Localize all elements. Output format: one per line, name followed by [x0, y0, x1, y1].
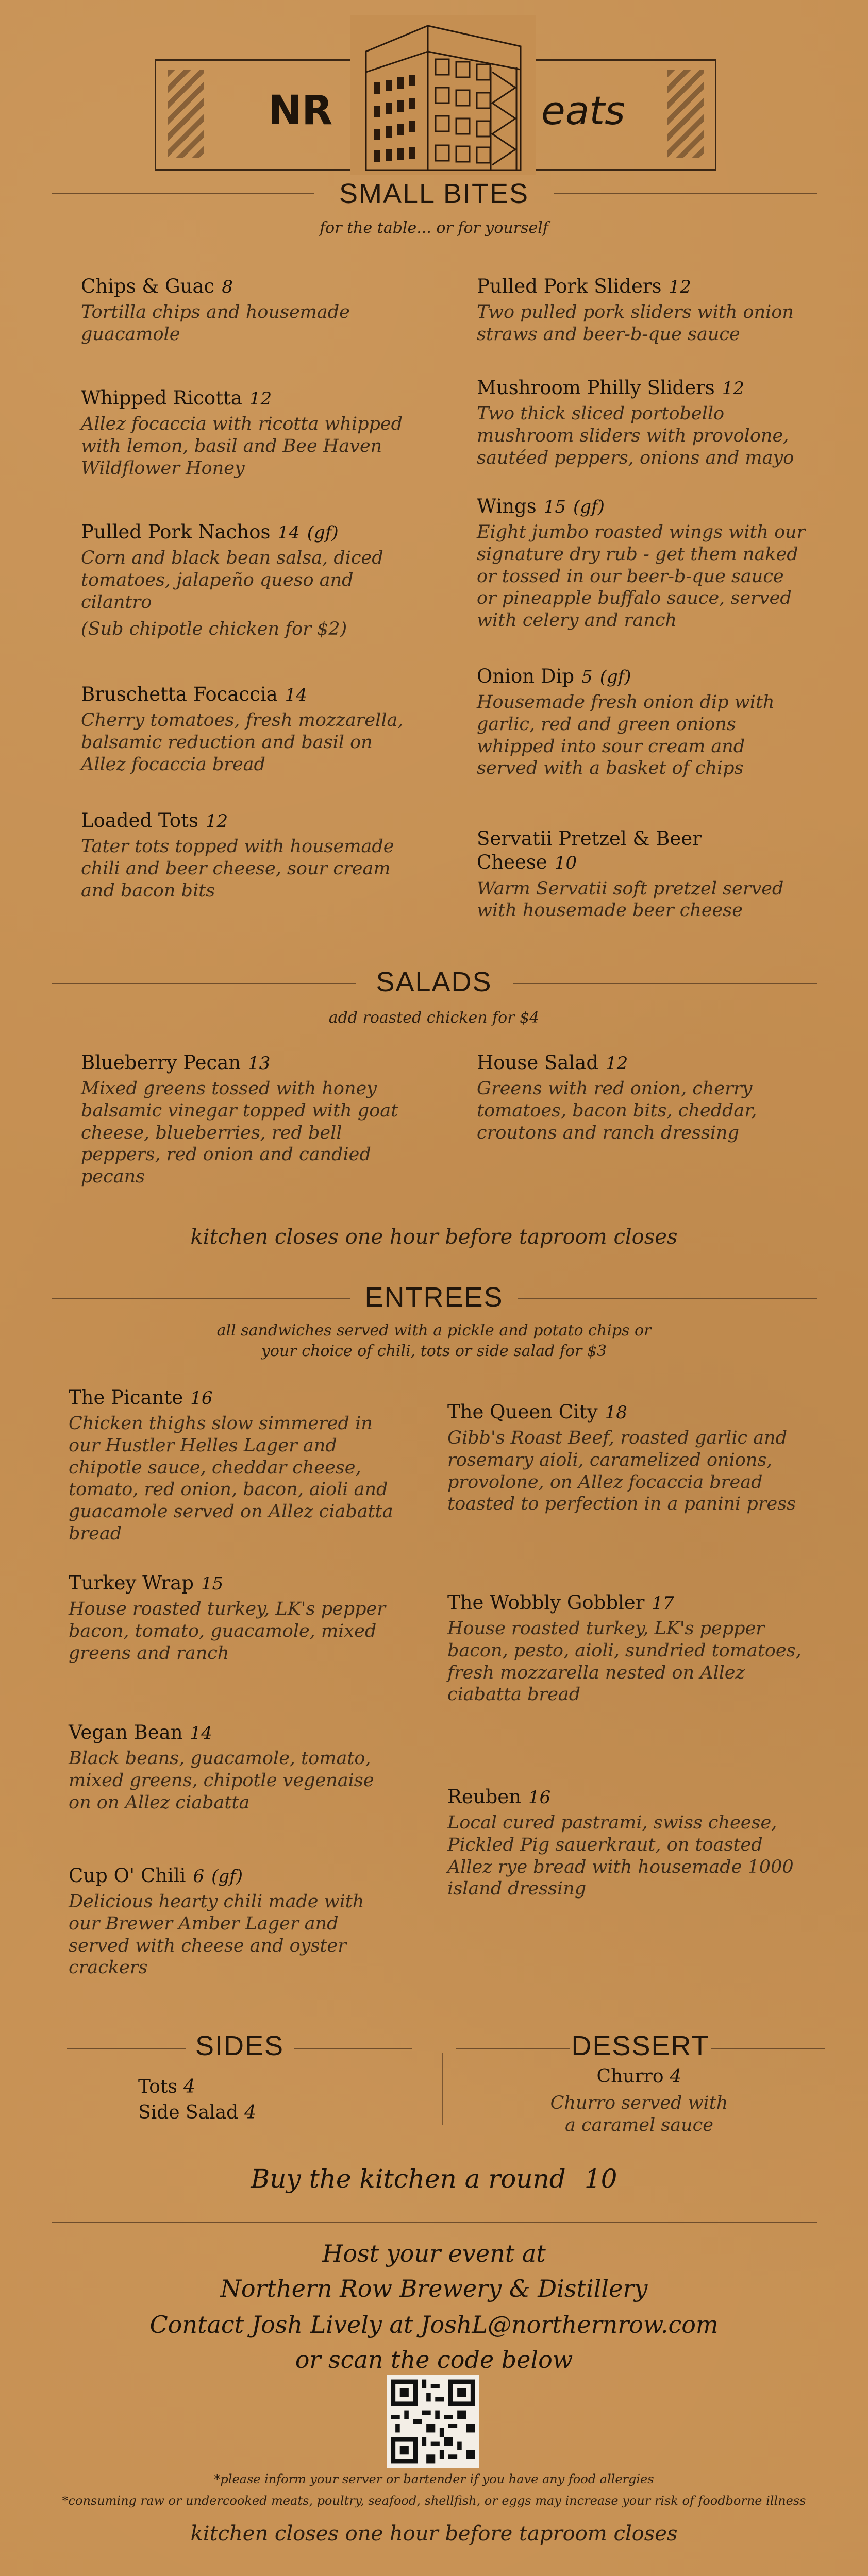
section-title-salads: SALADS	[376, 967, 492, 997]
menu-item	[447, 1785, 808, 1900]
item-price: 12	[669, 277, 691, 297]
item-description: Corn and black bean salsa, diced tomatoes, jalapeño queso and cilantro	[81, 548, 383, 613]
buy-round-price: 10	[584, 2164, 617, 2194]
item-tag: (gf)	[573, 497, 605, 517]
item-description: House roasted turkey, LK's pepper bacon, tomato, guacamole, mixed greens and ranch	[69, 1599, 386, 1664]
item-price: 16	[190, 1388, 213, 1409]
menu-item	[81, 386, 411, 479]
menu-item	[447, 1591, 808, 1706]
item-description: Warm Servatii soft pretzel served with housemade beer cheese	[477, 878, 784, 921]
menu-item	[81, 683, 411, 775]
item-price: 15	[543, 497, 566, 517]
event-line: or scan the code below	[295, 2346, 573, 2374]
item-description: Allez focaccia with ricotta whipped with lemon, basil and Bee Haven Wildflower Honey	[81, 414, 403, 479]
event-line: Northern Row Brewery & Distillery	[220, 2275, 648, 2302]
item-name: Chips & Guac	[81, 275, 215, 297]
item-description: Tortilla chips and housemade guacamole	[81, 302, 350, 345]
item-price: 12	[205, 811, 228, 832]
qr-code-icon[interactable]	[387, 2375, 479, 2468]
menu-item	[81, 275, 411, 346]
item-description: House roasted turkey, LK's pepper bacon, pesto, aioli, sundried tomatoes, fresh mozzarella nested on Allez ciabatta bread	[447, 1618, 802, 1705]
item-description: Cherry tomatoes, fresh mozzarella, balsamic reduction and basil on Allez focaccia bread	[81, 710, 404, 775]
item-description: Local cured pastrami, swiss cheese, Pickled Pig sauerkraut, on toasted Allez rye bread with housemade 1000 island dressing	[447, 1812, 794, 1900]
item-price: 4	[183, 2076, 195, 2097]
item-price: 15	[201, 1573, 224, 1594]
menu-item	[81, 809, 411, 902]
section-title-dessert: DESSERT	[571, 2030, 710, 2061]
section-title-small-bites: SMALL BITES	[339, 178, 529, 209]
section-title-sides: SIDES	[195, 2030, 285, 2061]
item-price: 4	[670, 2066, 682, 2087]
item-tag: (gf)	[307, 522, 339, 543]
item-name: Wings	[477, 495, 537, 517]
menu-item	[69, 1571, 398, 1664]
item-price: 14	[190, 1723, 212, 1743]
section-subtitle-entrees: all sandwiches served with a pickle and potato chips or	[216, 1321, 652, 1340]
item-name: Loaded Tots	[81, 809, 198, 832]
divider-rule	[52, 2222, 817, 2223]
item-description: Mixed greens tossed with honey balsamic vinegar topped with goat cheese, blueberries, red bell peppers, red onion and candied pecans	[81, 1078, 398, 1187]
divider-rule	[67, 2048, 186, 2049]
menu-item	[447, 1400, 808, 1515]
diagonal-stripes-icon	[667, 70, 704, 158]
divider-rule	[294, 2048, 412, 2049]
diagonal-stripes-icon	[168, 70, 204, 158]
brick-building-icon	[350, 15, 536, 175]
item-price: 14	[277, 522, 300, 543]
item-tag: (gf)	[211, 1866, 243, 1887]
section-title-entrees: ENTREES	[364, 1282, 504, 1313]
item-description: Eight jumbo roasted wings with our signature dry rub - get them naked or tossed in our beer-b-que sauce or pineapple buffalo sauce, served with celery and ranch	[477, 522, 806, 631]
item-price: 8	[222, 277, 233, 297]
buy-round-line	[0, 2164, 868, 2194]
section-subtitle-small-bites: for the table... or for yourself	[320, 219, 548, 237]
item-price: 12	[249, 388, 272, 409]
menu-item	[81, 1051, 411, 1188]
section-subtitle-entrees: your choice of chili, tots or side salad for $3	[261, 1342, 607, 1360]
kitchen-hours-note: kitchen closes one hour before taproom closes	[190, 2522, 678, 2546]
item-name: The Wobbly Gobbler	[447, 1591, 645, 1614]
menu-item	[69, 1864, 398, 1979]
menu-item	[81, 520, 411, 640]
item-price: 10	[554, 853, 577, 874]
menu-item	[477, 376, 807, 469]
menu-item	[69, 1386, 398, 1545]
item-price: 16	[528, 1787, 551, 1808]
item-name: Mushroom Philly Sliders	[477, 377, 715, 399]
event-contact: Contact Josh Lively at JoshL@northernrow.com	[149, 2311, 719, 2338]
menu-item	[477, 495, 807, 632]
item-price: 5	[581, 667, 593, 687]
item-name: Cup O' Chili	[69, 1865, 186, 1887]
item-description: Tater tots topped with housemade chili and beer cheese, sour cream and bacon bits	[81, 836, 394, 901]
kitchen-hours-note: kitchen closes one hour before taproom closes	[190, 1225, 678, 1249]
item-price: 12	[606, 1053, 628, 1074]
side-item	[138, 2102, 256, 2123]
item-name: The Picante	[69, 1386, 183, 1409]
item-price: 18	[605, 1402, 627, 1423]
menu-item	[477, 275, 807, 346]
divider-rule	[711, 2048, 825, 2049]
item-name: Reuben	[447, 1786, 521, 1808]
item-name: Servatii Pretzel & Beer Cheese	[477, 827, 702, 874]
item-tag: (gf)	[599, 667, 631, 687]
item-price: 12	[722, 378, 745, 399]
item-description: Housemade fresh onion dip with garlic, red and green onions whipped into sour cream and served with a basket of chips	[477, 692, 775, 779]
allergy-note: *please inform your server or bartender if you have any food allergies	[214, 2472, 654, 2486]
item-name: Tots	[138, 2076, 177, 2097]
buy-round-label: Buy the kitchen a round	[251, 2164, 566, 2194]
item-name: Turkey Wrap	[69, 1572, 194, 1594]
menu-item	[477, 665, 807, 779]
menu-item	[69, 1721, 398, 1814]
item-description: a caramel sauce	[565, 2114, 713, 2136]
item-description: Two pulled pork sliders with onion straws and beer-b-que sauce	[477, 302, 794, 345]
section-subtitle-salads: add roasted chicken for $4	[328, 1009, 540, 1027]
dessert-item	[495, 2066, 783, 2136]
item-price: 4	[244, 2102, 257, 2123]
menu-item	[477, 827, 807, 922]
vertical-divider	[442, 2053, 443, 2125]
item-name: The Queen City	[447, 1401, 598, 1423]
item-description: Greens with red onion, cherry tomatoes, bacon bits, cheddar, croutons and ranch dressing	[477, 1078, 757, 1143]
item-price: 13	[248, 1053, 271, 1074]
logo-nr: NR	[268, 88, 333, 134]
item-description: Two thick sliced portobello mushroom sliders with provolone, sautéed peppers, onions and mayo	[477, 403, 794, 468]
item-description: Churro served with	[550, 2093, 728, 2113]
menu-item	[477, 1051, 838, 1144]
item-name: Vegan Bean	[69, 1721, 183, 1743]
item-name: Onion Dip	[477, 665, 575, 687]
logo-eats: eats	[541, 88, 625, 133]
item-name: House Salad	[477, 1052, 599, 1074]
item-name: Blueberry Pecan	[81, 1052, 241, 1074]
item-price: 17	[652, 1593, 674, 1614]
item-name: Churro	[596, 2066, 664, 2087]
event-line: Host your event at	[322, 2240, 546, 2267]
item-description: Chicken thighs slow simmered in our Hustler Helles Lager and chipotle sauce, cheddar cheese, tomato, red onion, bacon, aioli and guacamole served on Allez ciabatta bread	[69, 1413, 393, 1544]
item-description: Gibb's Roast Beef, roasted garlic and rosemary aioli, caramelized onions, provolone, on Allez focaccia bread toasted to perfection in a panini press	[447, 1428, 796, 1515]
item-name: Pulled Pork Nachos	[81, 521, 271, 543]
item-description: Delicious hearty chili made with our Brewer Amber Lager and served with cheese and oyster crackers	[69, 1891, 364, 1978]
item-name: Pulled Pork Sliders	[477, 275, 662, 297]
raw-food-note: *consuming raw or undercooked meats, poultry, seafood, shellfish, or eggs may increase your risk of foodborne illness	[62, 2494, 806, 2508]
item-price: 6	[193, 1866, 205, 1887]
item-name: Bruschetta Focaccia	[81, 683, 278, 705]
item-name: Side Salad	[138, 2102, 239, 2123]
item-name: Whipped Ricotta	[81, 387, 242, 409]
divider-rule	[456, 2048, 570, 2049]
item-extra: (Sub chipotle chicken for $2)	[81, 619, 347, 640]
side-item	[138, 2076, 195, 2097]
item-price: 14	[285, 685, 308, 705]
item-description: Black beans, guacamole, tomato, mixed greens, chipotle vegenaise on on Allez ciabatta	[69, 1748, 374, 1813]
